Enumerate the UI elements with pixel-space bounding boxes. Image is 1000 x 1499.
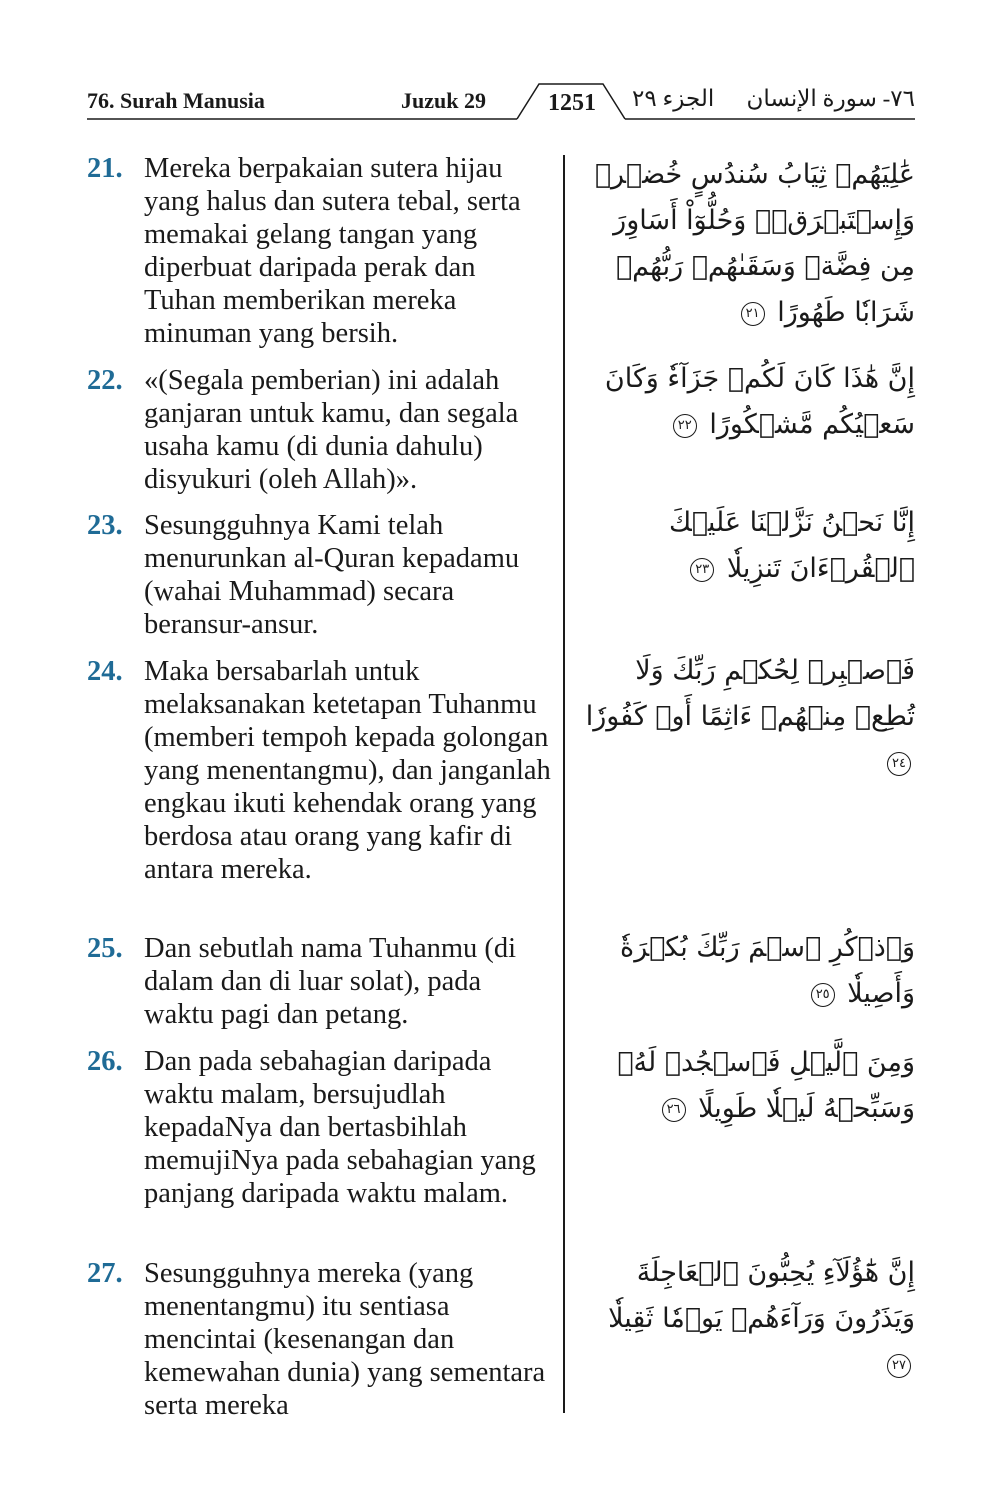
verse-number: 24. (87, 656, 123, 687)
arabic-text: إِنَّا نَحۡنُ نَزَّلۡنَا عَلَيۡكَ ٱلۡقُرۡءَانَ تَنزِيلٗا (668, 507, 915, 584)
verse-number: 22. (87, 365, 123, 396)
arabic-text: وَمِنَ ٱلَّيۡلِ فَٱسۡجُدۡ لَهُۥ وَسَبِّحۡهُ لَيۡلٗا طَوِيلًا (617, 1047, 915, 1124)
verse-translation (87, 152, 552, 350)
juz-label-arabic: الجزء ٢٩ (632, 86, 715, 111)
verse-text: Sesungguhnya Kami telah menurunkan al-Quran kepadamu (wahai Muhammad) secara beransur-ansur. (144, 510, 520, 640)
page-header (87, 82, 915, 122)
verse-text: «(Segala pemberian) ini adalah ganjaran untuk kamu, dan segala usaha kamu (di dunia dahulu) disyukuri (oleh Allah)». (144, 365, 519, 495)
verse-translation (87, 932, 552, 1031)
verse-translation (87, 509, 552, 641)
verse-arabic (585, 1250, 915, 1388)
verse-text: Maka bersabarlah untuk melaksanakan ketetapan Tuhanmu (memberi tempoh kepada golongan yang menentangmu), dan janganlah engkau ikuti kehendak orang yang berdosa atau orang yang kafir di antara mereka. (144, 656, 551, 885)
verse-text: Mereka berpakaian sutera hijau yang halus dan sutera tebal, serta memakai gelang tangan yang diperbuat daripada perak dan Tuhan memberikan mereka minuman yang bersih. (144, 153, 521, 349)
verse-text: Sesungguhnya mereka (yang menentangmu) itu sentiasa mencintai (kesenangan dan kemewahan dunia) yang sementara serta mereka (144, 1258, 546, 1421)
verse-number: 27. (87, 1258, 123, 1289)
ayah-marker-icon: ٢٤ (887, 752, 911, 776)
ayah-marker-icon: ٢٧ (887, 1354, 911, 1378)
arabic-text: إِنَّ هَٰٓؤُلَآءِ يُحِبُّونَ ٱلۡعَاجِلَةَ وَيَذَرُونَ وَرَآءَهُمۡ يَوۡمٗا ثَقِيلٗا (608, 1257, 915, 1334)
verse-number: 26. (87, 1046, 123, 1077)
arabic-text: فَٱصۡبِرۡ لِحُكۡمِ رَبِّكَ وَلَا تُطِعۡ مِنۡهُمۡ ءَاثِمًا أَوۡ كَفُورٗا (585, 655, 915, 732)
verse-translation (87, 1257, 552, 1422)
verse-number: 23. (87, 510, 123, 541)
surah-title-arabic: ٧٦- سورة الإنسان (746, 86, 915, 111)
arabic-text: عَٰلِيَهُمۡ ثِيَابُ سُندُسٍ خُضۡرٞ وَإِسۡتَبۡرَقٞۖ وَحُلُّوٓاْ أَسَاوِرَ مِن فِضَّةٖ وَسَقَىٰهُمۡ رَبُّهُمۡ شَرَابٗا طَهُورًا (594, 159, 915, 328)
verse-number: 25. (87, 933, 123, 964)
verse-arabic (585, 356, 915, 448)
page-number: 1251 (548, 90, 596, 116)
verse-text: Dan pada sebahagian daripada waktu malam, bersujudlah kepadaNya dan bertasbihlah memujiNya pada sebahagian yang panjang daripada waktu malam. (144, 1046, 536, 1209)
verse-translation (87, 364, 552, 496)
ayah-marker-icon: ٢٦ (662, 1098, 686, 1122)
verse-translation (87, 1045, 552, 1210)
arabic-text: إِنَّ هَٰذَا كَانَ لَكُمۡ جَزَآءٗ وَكَانَ سَعۡيُكُم مَّشۡكُورًا (604, 363, 915, 440)
arabic-text: وَٱذۡكُرِ ٱسۡمَ رَبِّكَ بُكۡرَةٗ وَأَصِيلٗا (620, 932, 915, 1009)
verse-arabic (585, 500, 915, 592)
ayah-marker-icon: ٢٥ (811, 983, 835, 1007)
ayah-marker-icon: ٢١ (741, 302, 765, 326)
verse-arabic (585, 152, 915, 336)
verse-text: Dan sebutlah nama Tuhanmu (di dalam dan di luar solat), pada waktu pagi dan petang. (144, 933, 517, 1030)
verse-number: 21. (87, 153, 123, 184)
column-divider (563, 155, 565, 1413)
verse-translation (87, 655, 552, 886)
juz-label: Juzuk 29 (401, 88, 486, 113)
surah-title: 76. Surah Manusia (87, 88, 265, 113)
verse-arabic (585, 1040, 915, 1132)
verse-arabic (585, 925, 915, 1017)
verse-arabic (585, 648, 915, 786)
ayah-marker-icon: ٢٣ (690, 558, 714, 582)
ayah-marker-icon: ٢٢ (673, 414, 697, 438)
